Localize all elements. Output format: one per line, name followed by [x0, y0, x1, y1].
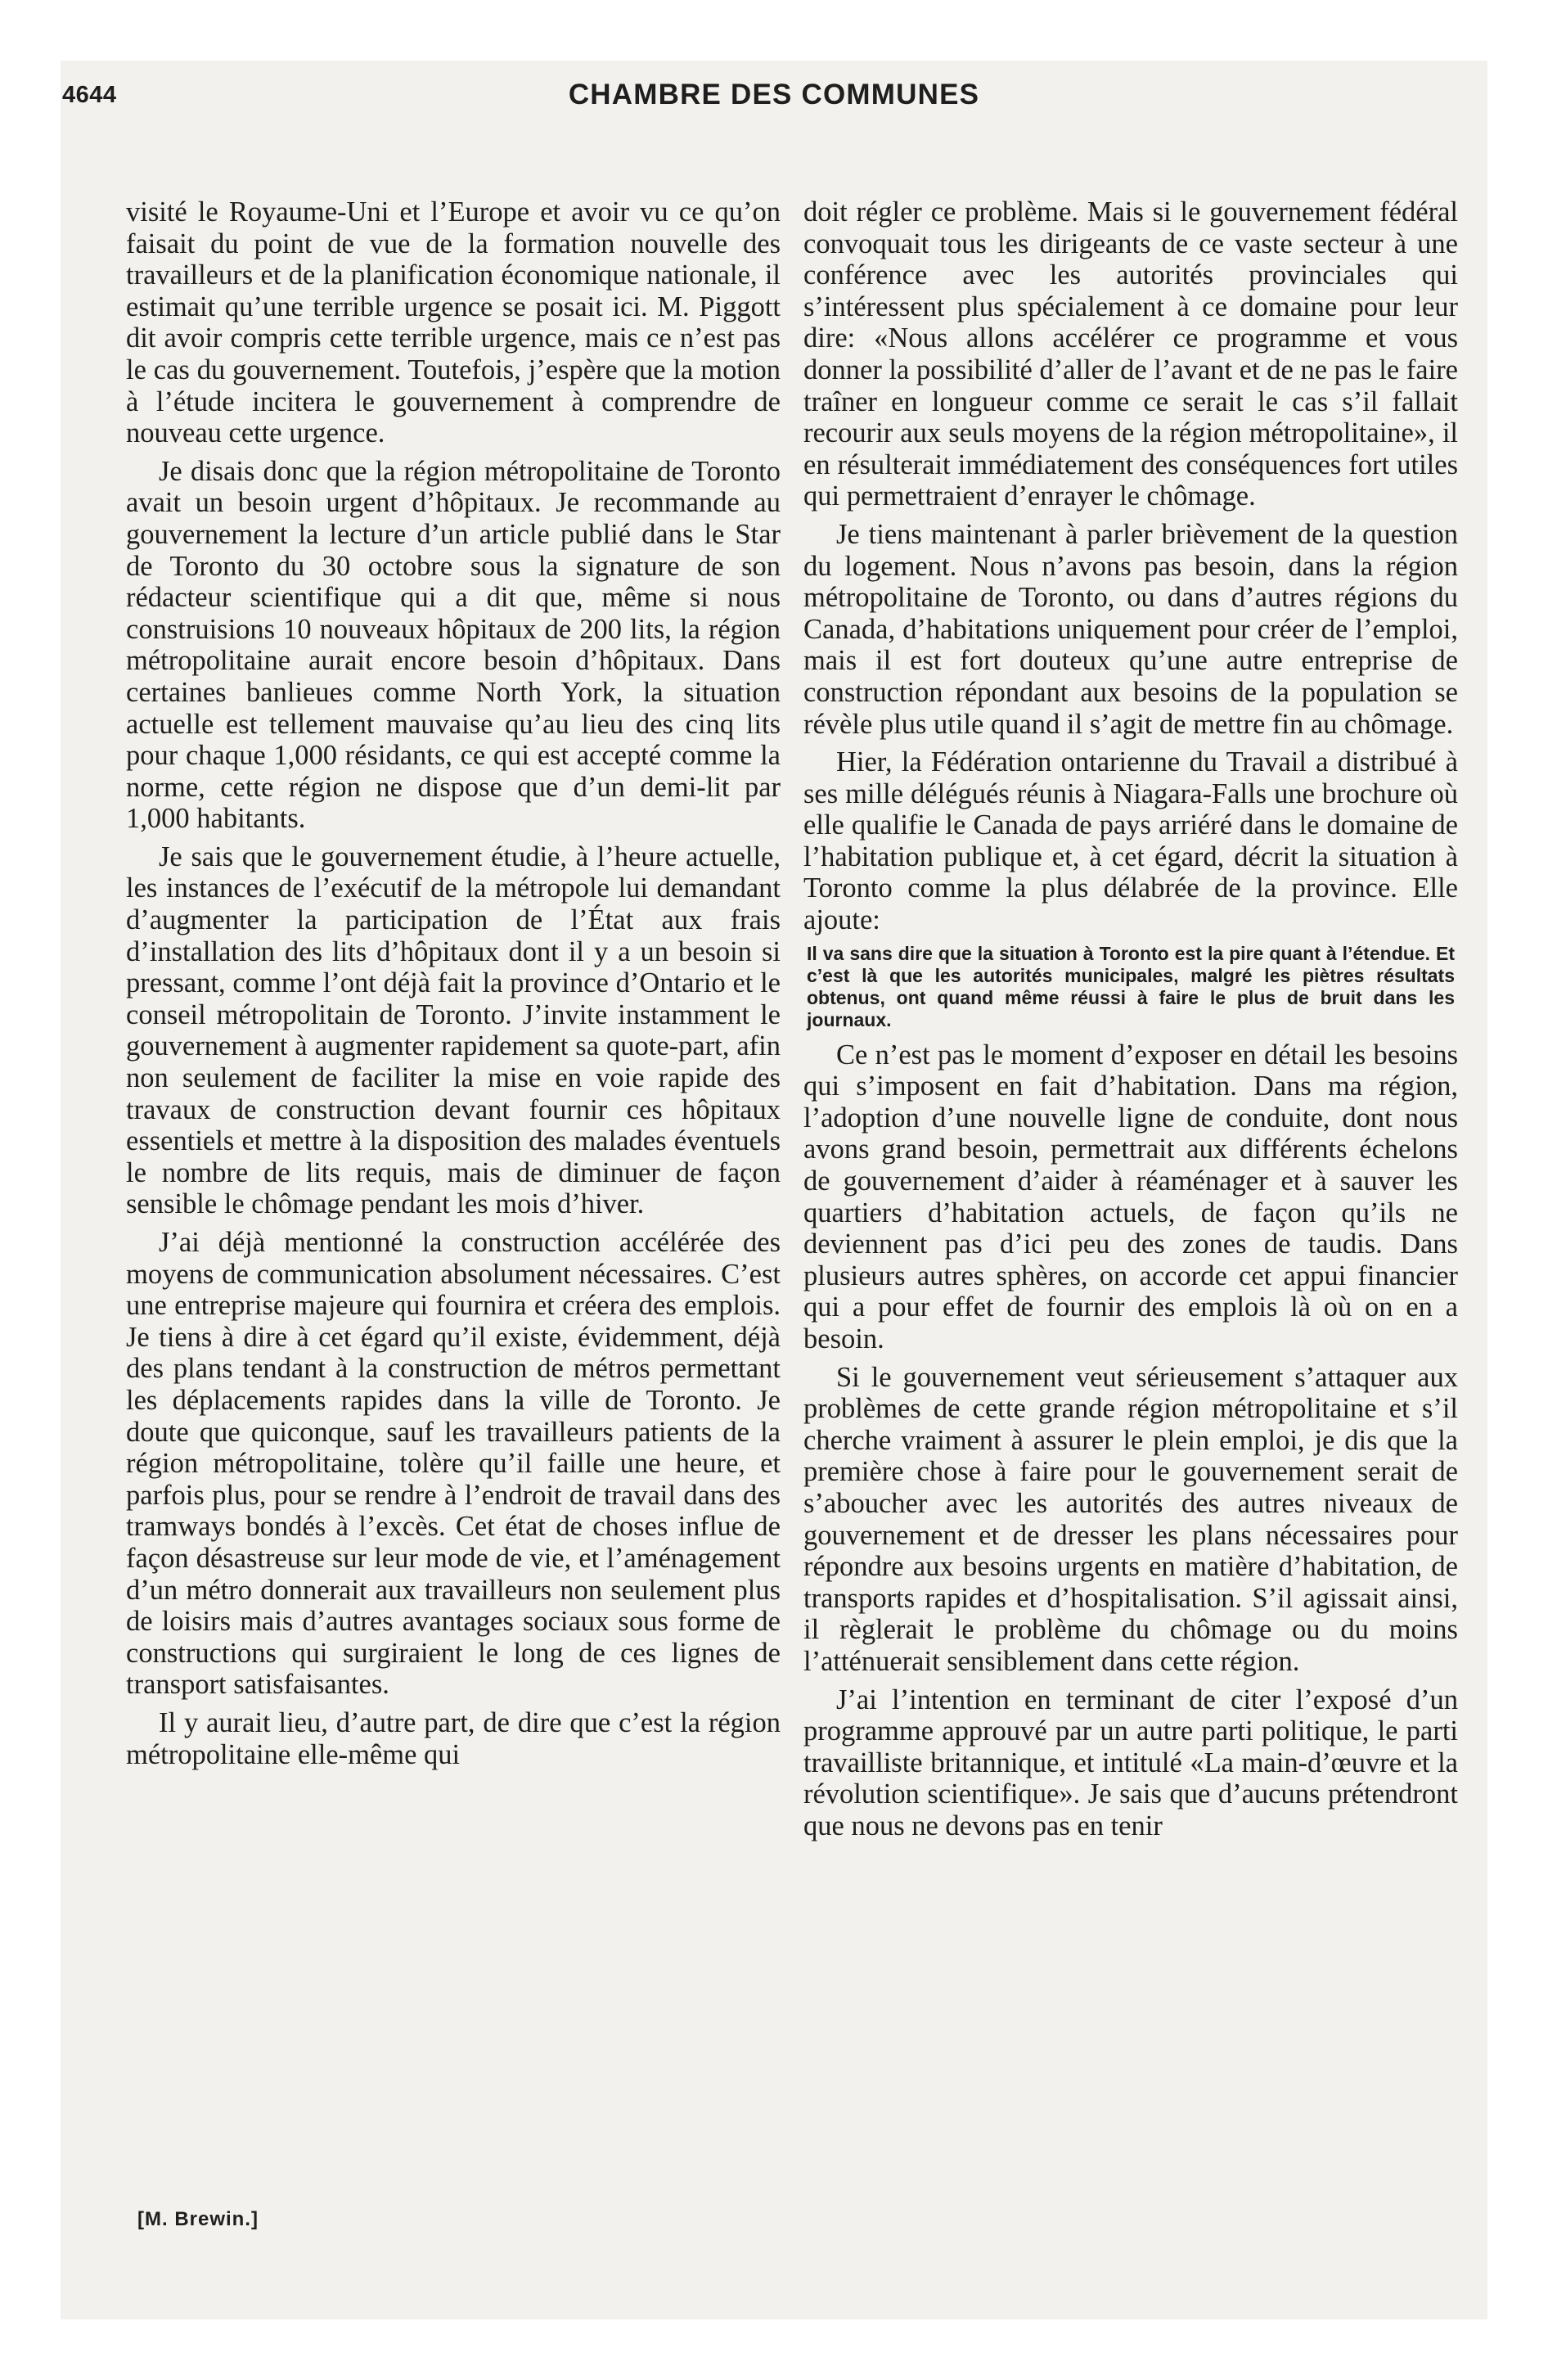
- paragraph: J’ai l’intention en terminant de citer l’exposé d’un programme approuvé par un autre parti politique, le parti travailliste britannique, et intitulé «La main-d’œuvre et la révolution scientifique». Je sais que d’aucuns prétendront que nous ne devons pas en tenir: [803, 1684, 1458, 1841]
- paragraph: doit régler ce problème. Mais si le gouvernement fédéral convoquait tous les dirigeants de ce vaste secteur à une conférence avec les autorités provinciales qui s’intéressent plus spécialement à ce domaine pour leur dire: «Nous allons accélérer ce programme et vous donner la possibilité d’aller de l’avant et de ne pas le faire traîner en longueur comme ce serait le cas s’il fallait recourir aux seuls moyens de la région métropolitaine», il en résulterait immédiatement des conséquences fort utiles qui permettraient d’enrayer le chômage.: [803, 196, 1458, 512]
- paragraph: Je disais donc que la région métropolitaine de Toronto avait un besoin urgent d’hôpitaux. Je recommande au gouvernement la lecture d’un article publié dans le Star de Toronto du 30 octobre sous la signature de son rédacteur scientifique qui a dit que, même si nous construisions 10 nouveaux hôpitaux de 200 lits, la région métropolitaine aurait encore besoin d’hôpitaux. Dans certaines banlieues comme North York, la situation actuelle est tellement mauvaise qu’au lieu des cinq lits pour chaque 1,000 résidants, ce qui est accepté comme la norme, cette région ne dispose que d’un demi-lit par 1,000 habitants.: [126, 455, 781, 835]
- paragraph: Il y aurait lieu, d’autre part, de dire que c’est la région métropolitaine elle-même qui: [126, 1706, 781, 1770]
- speaker-attribution: [M. Brewin.]: [137, 2208, 259, 2230]
- paragraph: Je tiens maintenant à parler brièvement de la question du logement. Nous n’avons pas besoin, dans la région métropolitaine de Toronto, ou dans d’autres régions du Canada, d’habitations uniquement pour créer de l’emploi, mais il est fort douteux qu’une autre entreprise de construction répondant aux besoins de la population se révèle plus utile quand il s’agit de mettre fin au chômage.: [803, 518, 1458, 740]
- paragraph: Hier, la Fédération ontarienne du Travail a distribué à ses mille délégués réunis à Niagara-Falls une brochure où elle qualifie le Canada de pays arriéré dans le domaine de l’habitation publique et, à cet égard, décrit la situation à Toronto comme la plus délabrée de la province. Elle ajoute:: [803, 746, 1458, 936]
- paragraph: J’ai déjà mentionné la construction accélérée des moyens de communication absolument nécessaires. C’est une entreprise majeure qui fournira et créera des emplois. Je tiens à dire à cet égard qu’il existe, évidemment, déjà des plans tendant à la construction de métros permettant les déplacements rapides dans la ville de Toronto. Je doute que quiconque, sauf les travailleurs patients de la région métropolitaine, tolère qu’il faille une heure, et parfois plus, pour se rendre à l’endroit de travail dans des tramways bondés à l’excès. Cet état de choses influe de façon désastreuse sur leur mode de vie, et l’aménagement d’un métro donnerait aux travailleurs non seulement plus de loisirs mais d’autres avantages sociaux sous forme de constructions qui surgiraient le long de ces lignes de transport satisfaisantes.: [126, 1227, 781, 1701]
- paragraph: Je sais que le gouvernement étudie, à l’heure actuelle, les instances de l’exécutif de la métropole lui demandant d’augmenter la participation de l’État aux frais d’installation des lits d’hôpitaux dont il y a un besoin si pressant, comme l’ont déjà fait la province d’Ontario et le conseil métropolitain de Toronto. J’invite instamment le gouvernement à augmenter rapidement sa quote-part, afin non seulement de faciliter la mise en voie rapide des travaux de construction devant fournir ces hôpitaux essentiels et mettre à la disposition des malades éventuels le nombre de lits requis, mais de diminuer de façon sensible le chômage pendant les mois d’hiver.: [126, 841, 781, 1220]
- right-column: [803, 196, 1458, 1849]
- block-quote: Il va sans dire que la situation à Toronto est la pire quant à l’étendue. Et c’est là que les autorités municipales, malgré les piètres résultats obtenus, ont quand même réussi à faire le plus de bruit dans les journaux.: [807, 942, 1455, 1030]
- page-number: 4644: [62, 82, 117, 108]
- page-title: CHAMBRE DES COMMUNES: [568, 79, 980, 110]
- paragraph: visité le Royaume-Uni et l’Europe et avoir vu ce qu’on faisait du point de vue de la formation nouvelle des travailleurs et de la planification économique nationale, il estimait qu’une terrible urgence se posait ici. M. Piggott dit avoir compris cette terrible urgence, mais ce n’est pas le cas du gouvernement. Toutefois, j’espère que la motion à l’étude incitera le gouvernement à comprendre de nouveau cette urgence.: [126, 196, 781, 449]
- left-column: [126, 196, 781, 1777]
- paragraph: Ce n’est pas le moment d’exposer en détail les besoins qui s’imposent en fait d’habitation. Dans ma région, l’adoption d’une nouvelle ligne de conduite, dont nous avons grand besoin, permettrait aux différents échelons de gouvernement d’aider à réaménager et à sauver les quartiers d’habitation actuels, de façon qu’ils ne deviennent pas d’ici peu des zones de taudis. Dans plusieurs autres sphères, on accorde cet appui financier qui a pour effet de fournir des emplois là où on en a besoin.: [803, 1039, 1458, 1355]
- paragraph: Si le gouvernement veut sérieusement s’attaquer aux problèmes de cette grande région métropolitaine et s’il cherche vraiment à assurer le plein emploi, je dis que la première chose à faire pour le gouvernement serait de s’aboucher avec les autorités des autres niveaux de gouvernement et de dresser les plans nécessaires pour répondre aux besoins urgents en matière d’habitation, de transports rapides et d’hospitalisation. S’il agissait ainsi, il règlerait le problème du chômage ou du moins l’atténuerait sensiblement dans cette région.: [803, 1361, 1458, 1677]
